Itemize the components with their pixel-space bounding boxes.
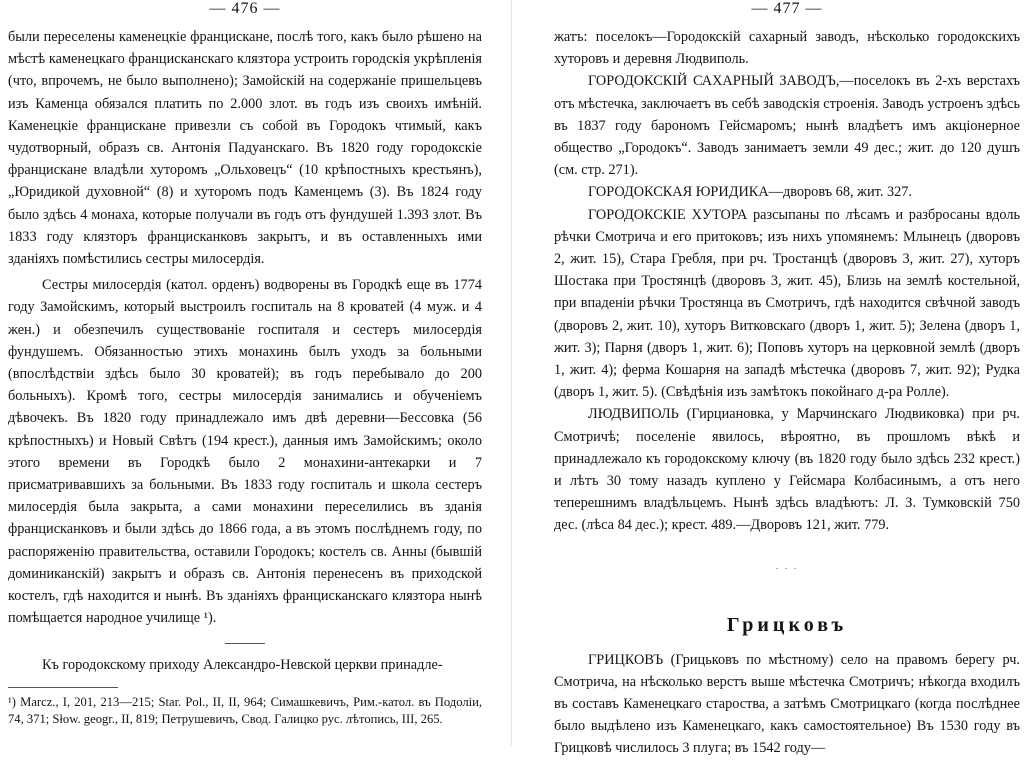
separator-dots: . . . — [775, 560, 799, 572]
section-divider — [225, 643, 265, 644]
page-number-right: — 477 — — [751, 0, 823, 17]
paragraph-franciscans: были переселены каменецкіе францисканe, послѣ того, какъ было рѣшено на мѣстѣ каменецкаго францисканскаго клязтора устроить городскія укрѣпленія (что, впрочемъ, не было выполнено); Замойскій на содержаніе пришельцевъ изъ Каменца обязался платить по 2.000 злот. въ годъ изъ своихъ имѣній. Каменецкіе францисканe привезли съ собой въ Городокъ чтимый, какъ чудотворный, образъ св. Антонія Падуанскаго. Въ 1820 году городокскіе францисканe владѣли хуторомъ „Ольховецъ“ (10 крѣпостныхъ крестьянъ), „Юридикой духовной“ (8) и хуторомъ подъ Каменцемъ (3). Въ 1824 году было здѣсь 4 монаха, которые получали въ годъ отъ фундушей 1.393 злот. Въ 1833 году клязторъ францисканковъ закрытъ, и въ оставленныхъ ими зданіяхъ помѣстились сестры милосердія. — [8, 29, 482, 268]
left-page — [0, 0, 512, 746]
entry-ludvipol: ЛЮДВИПОЛЬ (Гирциановка, у Марчинскаго Людвиковка) при рч. Смотричѣ; поселеніе явилось, вѣроятно, въ прошломъ вѣкѣ и принадлежало къ городокскому ключу (въ 1820 году было здѣсь 232 крест.) и лѣтъ 30 тому назадъ куплено у Гейсмара Колбасинымъ, а отъ него теперешнимъ владѣльцемъ. Нынѣ здѣсь владѣютъ: Л. З. Тумковскій 750 дес. (лѣса 84 дес.); крест. 489.—Дворовъ 121, жит. 779. — [554, 406, 1020, 534]
page-number-left: — 476 — — [209, 0, 281, 17]
footnote-rule — [8, 687, 118, 688]
section-title: Грицковъ — [726, 613, 848, 636]
paragraph-sisters-of-mercy: Сестры милосердія (катол. орденъ) водворены въ Городкѣ еще въ 1774 году Замойскимъ, который выстроилъ госпиталь на 8 кроватей (4 муж. и 4 жен.) и обезпечилъ существованіе госпиталя и сестеръ милосердія фундушемъ. Обязанностью этихъ монахинь былъ уходъ за больными (впослѣдствіи здѣсь было 30 кроватей); въ годъ перебывало до 200 больныхъ). Кромѣ того, сестры милосердія занимались и обученіемъ дѣвочекъ. Въ 1820 году принадлежало имъ двѣ деревни—Бессовка (56 крѣпостныхъ) и Новый Свѣтъ (194 крест.), данныя имъ Замойскимъ; около этого времени въ Городкѣ было 2 монахини-антекарки и 7 присматривавшихъ за больными. Въ 1833 году госпиталь и школа сестеръ милосердія была закрыта, а сами монахини переселились въ зданія францисканковъ и были здѣсь до 1866 года, а въ этомъ послѣднемъ году, по распоряженію правительства, оставили Городокъ; костелъ св. Анны (бывшій доминиканскій) закрытъ и образъ св. Антонія перенесенъ въ приходской костелъ, гдѣ находится и нынѣ. Въ зданіяхъ францисканскаго клязтора нынѣ помѣщается народное училище ¹). — [8, 277, 482, 627]
entry-sugar-factory: ГОРОДОКСКІЙ САХАРНЫЙ ЗАВОДЪ,—поселокъ въ 2-хъ верстахъ отъ мѣстечка, заключаетъ въ себѣ заводскія строенія. Заводъ устроенъ здѣсь въ 1837 году барономъ Гейсмаромъ; нынѣ владѣетъ имъ акціонерное общество „Городокъ“. Заводъ занимаетъ земли 49 дес.; жит. до 120 душъ (см. стр. 271). — [554, 73, 1020, 179]
paragraph-parish-continuation: жатъ: поселокъ—Городокскій сахарный заводъ, нѣсколько городокскихъ хуторовъ и деревня Людвиполь. — [554, 29, 1020, 68]
entry-khutora: ГОРОДОКСКІЕ ХУТОРА разсыпаны по лѣсамъ и разбросаны вдоль рѣчки Смотрича и его притоковъ; изъ нихъ упомянемъ: Млынецъ (дворовъ 2, жит. 15), Стара Гребля, при рч. Тростанцѣ (дворовъ 3, жит. 27), хуторъ Шостака при Тростянцѣ (дворовъ 3, жит. 45), Близь на землѣ костельной, при впаденіи рѣчки Тростянца въ Смотричъ, гдѣ находится свѣчной заводъ (дворовъ 2, жит. 10), хуторъ Витковскаго (дворъ 1, жит. 5); Зелена (дворъ 1, жит. 3); Парня (дворъ 1, жит. 6); Поповъ хуторъ на церковной землѣ (дворъ 1, жит. 4); ферма Кошарня на западѣ мѣстечка (дворовъ 7, жит. 92); Рудка (дворъ 1, жит. 5). (Свѣдѣнія изъ замѣтокъ покойнаго д-ра Ролле). — [554, 206, 1020, 401]
right-page — [512, 0, 1024, 757]
entry-gritskov: ГРИЦКОВЪ (Грицьковъ по мѣстному) село на правомъ берегу рч. Смотрича, на нѣсколько верстъ выше мѣстечка Смотричъ; нѣкогда входилъ въ составъ Каменецкаго староства, а затѣмъ Смотрицкаго (когда послѣднее было выдѣлено изъ Каменецкаго, какъ самостоятельное) Въ 1530 году въ Грицковѣ числилось 3 плуга; въ 1542 году— — [554, 651, 1020, 757]
entry-yuridika: ГОРОДОКСКАЯ ЮРИДИКА—дворовъ 68, жит. 327. — [588, 184, 912, 201]
footnote: ¹) Marcz., I, 201, 213—215; Star. Pol., II, II, 964; Симашкевичъ, Рим.-катол. въ Подоліи, 74, 371; Słow. geogr., II, 819; Петрушевичъ, Свод. Галицко рус. лѣтопись, III, 265. — [8, 694, 482, 726]
paragraph-parish-start: Къ городокскому приходу Александро-Невской церкви принадле- — [42, 657, 443, 674]
